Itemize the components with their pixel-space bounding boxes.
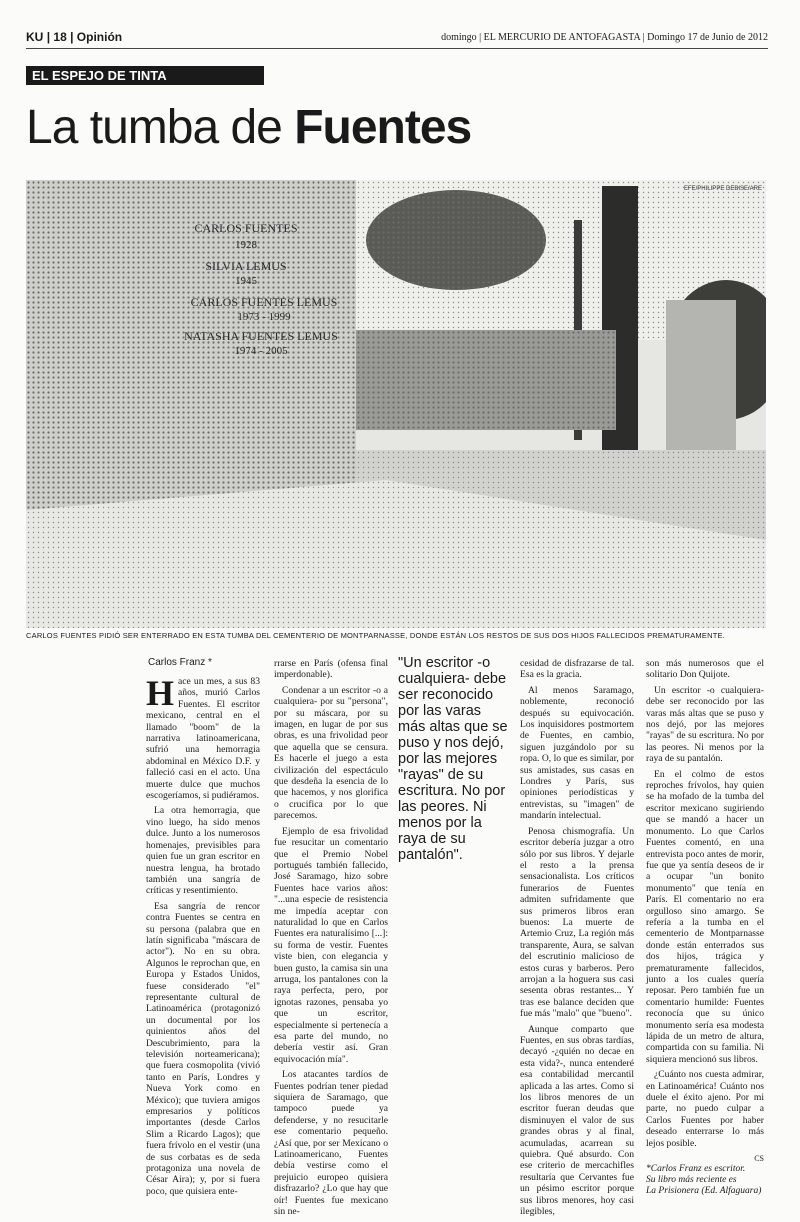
- engraving-line-8: 1974 - 2005: [234, 345, 288, 357]
- engraving-line-4: 1945: [235, 275, 257, 287]
- tomb-photo: [26, 180, 766, 628]
- photo-credit: EFE/PHILIPPE DEBISE/ARE: [683, 186, 762, 192]
- section-name: Opinión: [76, 30, 123, 44]
- col2-para-3: Ejemplo de esa frivolidad fue resucitar un comentario que el Premio Nobel portugués también fallecido, José Saramago, hizo sobre Fuentes hace varios años: "...una especie de resistencia me impedía aceptar con naturalidad lo que en Carlos Fuentes era naturalísimo [...]: su forma de vestir. Fuentes viste bien, con elegancia y buen gusto, la camisa sin una arruga, los pantalones con la raya perfecta, pero, por ignotas razones, pensaba yo que un escritor, especialmente si pertenecía a esa parte del mundo, no debería vestir así. Gran equivocación mía".: [274, 825, 388, 1065]
- photo-caption: CARLOS FUENTES PIDIÓ SER ENTERRADO EN ESTA TUMBA DEL CEMENTERIO DE MONTPARNASSE, DONDE ESTÁN LOS RESTOS DE SUS DOS HIJOS FALLECIDOS PREMATURAMENTE.: [26, 631, 725, 640]
- page-header-right: domingo | EL MERCURIO DE ANTOFAGASTA | Domingo 17 de Junio de 2012: [441, 32, 768, 43]
- author-note-line-1: *Carlos Franz es escritor.: [646, 1164, 746, 1175]
- engraving-line-2: 1928: [235, 239, 257, 251]
- col4-para-2: Al menos Saramago, noblemente, reconoció después su equivocación. Los inquisidores postmortem de Fuentes, en cambio, siguen juzgándolo por su ropa. O, lo que es similar, por sus amistades, sus casas en Londres y París, sus opiniones periodísticas y entrevistas, su "imagen" de mandarín intelectual.: [520, 684, 634, 822]
- col2-para-4: Los atacantes tardíos de Fuentes podrían tener piedad siquiera de Saramago, que tampoco puede ya defenderse, y no resucitarle ese comentario pequeño. ¿Así que, por ser Mexicano o Latinoamericano, Fuentes debía vestirse como el prejuicio europeo quisiera disfrazarlo? ¿Lo que hay que oír! Fuentes fue mexicano sin ne-: [274, 1069, 388, 1218]
- article-column-1: [146, 673, 260, 1201]
- edition-label: KU: [26, 30, 44, 44]
- col1-para-1: ace un mes, a sus 83 años, murió Carlos Fuentes. El escritor mexicano, central en el llamado "boom" de la narrativa latinoamericana, sufrió una hemorragia abdominal en México D.F. y falleció casi en el acto. Una muerte dulce que muchos escogeríamos, si pudiéramos.: [146, 676, 260, 802]
- col5-para-2: Un escritor -o cualquiera- debe ser reconocido por las varas más altas que se puso y nos dejó, por las mejores "rayas" de su escritura. No por las peores. Ni menos por la raya de su pantalón.: [646, 684, 764, 765]
- col5-para-1: son más numerosos que el solitario Don Quijote.: [646, 658, 764, 681]
- article-column-4: [520, 658, 634, 1222]
- page-number: 18: [53, 30, 67, 44]
- header-rule: [26, 48, 768, 49]
- col5-para-4: ¿Cuánto nos cuesta admirar, en Latinoamérica! Cuánto nos duele el éxito ajeno. Por mi parte, no puedo culpar a Carlos Fuentes por haber deseado enterrarse lo más lejos posible.: [646, 1069, 764, 1149]
- col4-para-3: Penosa chismografía. Un escritor debería juzgar a otro sólo por sus libros. Y dejarle el resto a la prensa sensacionalista. Los críticos funerarios de Fuentes admiten sufridamente que sus primeros libros eran buenos: La muerte de Artemio Cruz, La región más transparente, Aura, se salvan del escrutinio malicioso de estos curas y barberos. Pero arrojan a la hoguera sus casi sesenta obras restantes... Y tras ese balance deciden que fue más "malo" que "bueno".: [520, 825, 634, 1020]
- article-column-2: [274, 658, 388, 1222]
- col4-para-1: cesidad de disfrazarse de tal. Esa es la gracia.: [520, 658, 634, 681]
- author-note-line-3: La Prisionera (Ed. Alfaguara): [646, 1186, 762, 1197]
- section-tag: EL ESPEJO DE TINTA: [26, 66, 264, 85]
- col5-para-3: En el colmo de estos reproches frívolos, hay quien se ha mofado de la tumba del escritor mexicano sugiriendo que se mandó a hacer un monumento. Lo que Carlos Fuentes comentó, en una entrevista poco antes de morir, fue que ya sentía deseos de ir a ocupar "un bonito monumento" que tenía en París. El comentario no era orgulloso sino amargo. Se refería a la tumba en el cementerio de Montparnasse donde están enterrados sus dos hijos, trágica y prematuramente fallecidos, junto a los cuales quería reposar. Pero también fue un comentario humilde: Fuentes reconocía que su único monumento sería esa modesta lápida de un metro de altura, compartida con su familia. Ni siquiera mencionó sus libros.: [646, 768, 764, 1065]
- engraving-line-3: SILVIA LEMUS: [205, 259, 287, 273]
- page-header-left: KU | 18 | Opinión: [26, 30, 123, 44]
- headline-part2: Fuentes: [294, 101, 472, 154]
- author-note-line-2: Su libro más reciente es: [646, 1175, 737, 1186]
- headline: [26, 100, 471, 155]
- engraving-line-7: NATASHA FUENTES LEMUS: [184, 329, 338, 343]
- engraving-line-6: 1973 - 1999: [237, 311, 291, 323]
- col4-para-4: Aunque comparto que Fuentes, en sus obras tardías, decayó -¿quién no decae en esta vida?-, nunca entenderé esa contabilidad mercantil aplicada a las artes. Como si los libros menores de un escritor fueran deudas que disminuyen el valor de sus grandes obras y al final, acumuladas, acarrean su quiebra. Qué absurdo. Con ese criterio de mercachifles resultaría que Cervantes fue un pésimo escritor porque sus libros menores, hoy casi ilegibles,: [520, 1023, 634, 1218]
- author-note: [646, 1164, 764, 1197]
- tomb-photo-illustration: [26, 180, 766, 628]
- col1-para-2: La otra hemorragia, que vino luego, ha sido menos dulce. Junto a los numerosos homenajes, previsibles para quien fue un gran escritor en nuestra lengua, ha brotado también una sangría de críticas y resentimiento.: [146, 805, 260, 897]
- headline-part1: La tumba de: [26, 101, 295, 154]
- col2-para-2: Condenar a un escritor -o a cualquiera- por su "persona", por su máscara, por su imagen, en lugar de por sus obras, es una frivolidad peor que aquella que se censura. Es hacerle el juego a esta civilización del espectáculo que desdeña la esencia de lo que hacemos, y nos glorifica o crucifica por lo que parecemos.: [274, 684, 388, 822]
- author-byline: Carlos Franz *: [148, 657, 212, 668]
- drop-cap: H: [146, 673, 175, 713]
- engraving-line-1: CARLOS FUENTES: [194, 221, 298, 235]
- pull-quote: "Un escritor -o cualquiera- debe ser reconocido por las varas más altas que se puso y nos dejó, por las mejores "rayas" de su escritura. No por las peores. Ni menos por la raya de su pantalón".: [398, 655, 508, 863]
- engraving-line-5: CARLOS FUENTES LEMUS: [190, 295, 338, 309]
- col1-para-3: Esa sangría de rencor contra Fuentes se centra en su persona (palabra que en latín significaba "máscara de actor"). No en su obra. Algunos le reprochan que, en Europa y Estados Unidos, fuese considerado "el" representante cultural de Latinoamérica (protagonizó un documental por los quinientos años del Descubrimiento, para la televisión norteamericana); que fuera cosmopolita (vivió tanto en París, Londres y Nueva York como en México); que tuviera amigos empresarios y políticos importantes (desde Carlos Slim a Ricardo Lagos); que fuera frívolo en el vestir (una de sus corbatas es de seda protagoniza una novela de César Aira); y, por si fuera poco, que quisiera ente-: [146, 900, 260, 1197]
- end-mark: CS: [754, 1154, 764, 1164]
- article-column-5: [646, 658, 764, 1197]
- col2-para-1: rrarse en París (ofensa final imperdonable).: [274, 658, 388, 681]
